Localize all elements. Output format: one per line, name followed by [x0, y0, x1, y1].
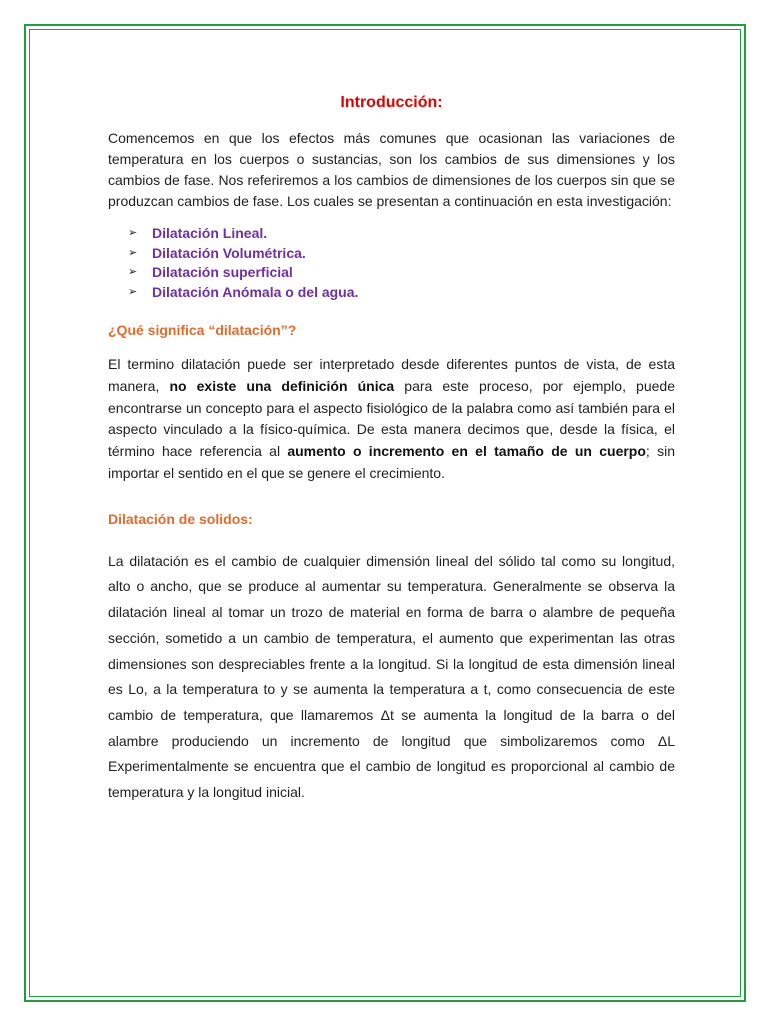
dilatation-types-list	[128, 224, 675, 302]
document-body	[108, 92, 675, 806]
intro-paragraph: Comencemos en que los efectos más comunes que ocasionan las variaciones de temperatura en los cuerpos o sustancias, son los cambios de sus dimensiones y los cambios de fase. Nos referiremos a los cambios de dimensiones de los cuerpos sin que se produzcan cambios de fase. Los cuales se presentan a continuación en esta investigación:	[108, 130, 675, 209]
meaning-bold-1: no existe una definición única	[169, 377, 395, 394]
meaning-text-3: ; sin importar el sentido en el que se genere el crecimiento.	[108, 443, 675, 481]
arrow-bullet-icon: ➢	[128, 227, 138, 239]
section-heading-solids: Dilatación de solidos:	[108, 510, 253, 527]
list-item	[128, 224, 675, 244]
list-item	[128, 283, 675, 303]
meaning-text-2: para este proceso, por ejemplo, puede encontrarse un concepto para el aspecto fisiológico de la palabra como así también para el aspecto vinculado a la físico-química. De esta manera decimos que, desde la física, el término hace referencia al	[108, 377, 675, 460]
meaning-paragraph	[108, 354, 675, 485]
arrow-bullet-icon: ➢	[128, 285, 138, 298]
list-item	[128, 244, 675, 264]
arrow-bullet-icon: ➢	[128, 266, 138, 278]
solids-paragraph: La dilatación es el cambio de cualquier dimensión lineal del sólido tal como su longitud, alto o ancho, que se produce al aumentar su temperatura. Generalmente se observa la dilatación lineal al tomar un trozo de material en forma de barra o alambre de pequeña sección, sometido a un cambio de temperatura, el aumento que experimentan las otras dimensiones son despreciables frente a la longitud. Si la longitud de esta dimensión lineal es Lo, a la temperatura to y se aumenta la temperatura a t, como consecuencia de este cambio de temperatura, que llamaremos Δt se aumenta la longitud de la barra o del alambre produciendo un incremento de longitud que simbolizaremos como ΔL Experimentalmente se encuentra que el cambio de longitud es proporcional al cambio de temperatura y la longitud inicial.	[108, 552, 675, 801]
list-item	[128, 263, 675, 283]
section-heading-meaning: ¿Qué significa “dilatación”?	[108, 322, 297, 338]
meaning-bold-2: aumento o incremento en el tamaño de un cuerpo	[287, 443, 646, 460]
arrow-bullet-icon: ➢	[128, 246, 138, 259]
list-item-label: Dilatación Lineal.	[152, 225, 268, 241]
list-item-label: Dilatación Anómala o del agua.	[152, 283, 359, 300]
list-item-label: Dilatación Volumétrica.	[152, 244, 306, 261]
meaning-text-1: El termino dilatación puede ser interpretado desde diferentes puntos de vista, de esta manera,	[108, 356, 675, 394]
list-item-label: Dilatación superficial	[152, 264, 293, 280]
page-title: Introducción:	[340, 94, 443, 111]
